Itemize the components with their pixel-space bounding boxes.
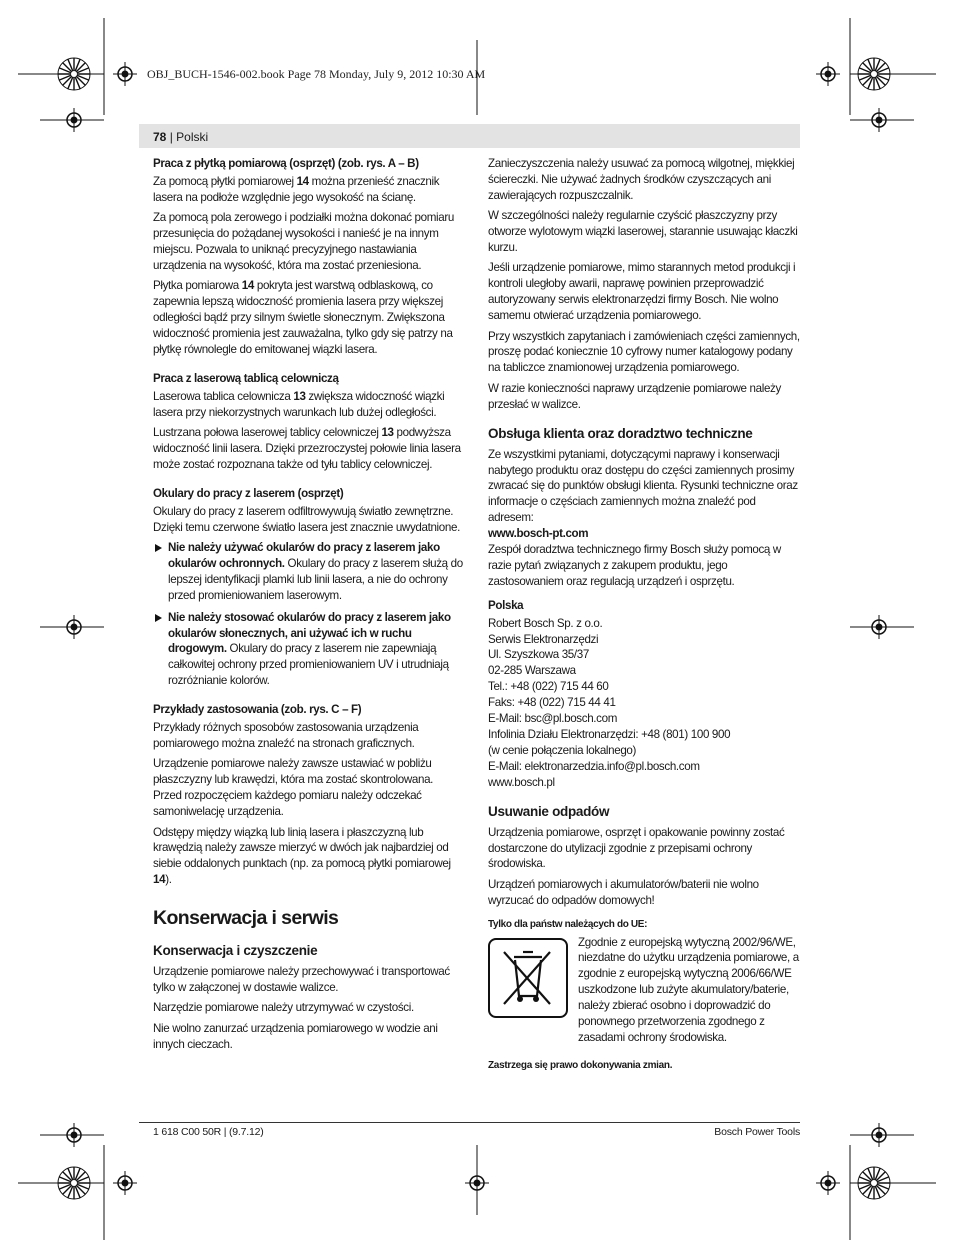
crosshair-target-icon — [867, 615, 891, 639]
sunburst-mark-icon — [857, 1166, 891, 1200]
paragraph: Przykłady różnych sposobów zastosowania urządzenia pomiarowego można znaleźć na stronach graficznych. — [153, 721, 419, 750]
crosshair-target-icon — [465, 1171, 489, 1195]
subchapter-heading: Konserwacja i czyszczenie — [153, 943, 318, 959]
paragraph: Za pomocą pola zerowego i podziałki można dokonać pomiaru przesunięcia do pożądanej wysokości i nanieść je na innym miejscu. Pozwala to uniknąć precyzyjnego nastawiania urządzenia na wysokość, która ma zostać przeniesiona. — [153, 211, 454, 272]
page-header-bar — [139, 124, 800, 148]
crosshair-target-icon — [62, 1123, 86, 1147]
crosshair-target-icon — [113, 1171, 137, 1195]
subchapter-heading: Obsługa klienta oraz doradztwo techniczne — [488, 425, 753, 441]
address-line: Robert Bosch Sp. z o.o. — [488, 616, 603, 630]
section-title: Praca z płytką pomiarową (osprzęt) (zob. rys. A – B) — [153, 157, 419, 170]
hotline-line: Infolinia Działu Elektronarzędzi: +48 (801) 100 900 — [488, 728, 731, 741]
paragraph: Okulary do pracy z laserem odfiltrowywują światło zewnętrzne. Dzięki temu czerwone światło lasera jest znacznie uwydatnione. — [153, 504, 460, 534]
paragraph: Nie wolno zanurzać urządzenia pomiarowego w wodzie ani innych cieczach. — [153, 1021, 438, 1051]
section-title: Przykłady zastosowania (zob. rys. C – F) — [153, 703, 362, 717]
crosshair-target-icon — [816, 1171, 840, 1195]
phone-line: Tel.: +48 (022) 715 44 60 — [488, 680, 609, 694]
website-line: www.bosch.pl — [488, 775, 555, 789]
header-language: Polski — [176, 130, 209, 144]
fax-line: Faks: +48 (022) 715 44 41 — [488, 696, 616, 710]
address-line: 02-285 Warszawa — [488, 664, 576, 678]
triangle-bullet-icon — [155, 544, 162, 552]
paragraph: Jeśli urządzenie pomiarowe, mimo starannych metod produkcji i kontroli uległoby awarii, naprawę powinien przeprowadzić autoryzowany serwis elektronarzędzi firmy Bosch. Nie wolno samemu otwierać urządzenia pomiarowego. — [488, 261, 796, 323]
weee-text: Zgodnie z europejską wytyczną 2002/96/WE, niezdatne do użytku urządzenia pomiarowe, a zgodnie z europejską wytyczną 2006/66/WE uszkodzone lub zużyte akumulatory/baterie, należy zbierać osobno i doprowadzić do ponownego przetworzenia zgodnego z zasadami ochrony środowiska. — [578, 935, 799, 1044]
warning-bullet: Nie należy używać okularów do pracy z laserem jako okularów ochronnych. Okulary do pracy z laserem służą do lepszej identyfikacji plamki lub linii lasera, a nie do ochrony przed promieniowaniem laserowym. — [153, 540, 463, 604]
paragraph: Odstępy między wiązką lub linią lasera i płaszczyzną lub krawędzią należy zawsze mierzyć w dwóch jak najbardziej od siebie oddalonych punktach (np. za pomocą płytki pomiarowej 14). — [153, 825, 451, 887]
footer-doc-code: 1 618 C00 50R | (9.7.12) — [153, 1126, 264, 1138]
paragraph: Zanieczyszczenia należy usuwać za pomocą wilgotnej, miękkiej ściereczki. Nie używać żadnych środków czyszczących ani zawierających rozpuszczalnik. — [488, 157, 795, 202]
address-block — [488, 616, 800, 791]
crosshair-target-icon — [867, 1123, 891, 1147]
page-number: 78 — [153, 130, 167, 144]
sunburst-mark-icon — [57, 1166, 91, 1200]
footer-divider — [139, 1122, 800, 1123]
crosshair-target-icon — [867, 108, 891, 132]
paragraph: Urządzeń pomiarowych i akumulatorów/baterii nie wolno wyrzucać do odpadów domowych! — [488, 877, 759, 907]
warning-bullet: Nie należy stosować okularów do pracy z laserem jako okularów słonecznych, ani używać ich w ruchu drogowym. Okulary do pracy z laserem nie zapewniają całkowitej ochrony przed promieniowaniem UV i utrudniają rozróżnianie kolorów. — [153, 610, 463, 690]
paragraph: Lustrzana połowa laserowej tablicy celowniczej 13 podwyższa widoczność linii lasera. Dzięki przezroczystej połowie linia lasera może zostać rozpoznana także od tyłu tablicy celowniczej. — [153, 426, 461, 471]
chapter-heading: Konserwacja i serwis — [153, 907, 339, 930]
paragraph: Przy wszystkich zapytaniach i zamówieniach części zamiennych, proszę podać koniecznie 10 cyfrowy numer katalogowy podany na tabliczce znamionowej urządzenia pomiarowego. — [488, 329, 800, 375]
page-header — [153, 130, 208, 144]
header-separator: | — [166, 130, 177, 144]
sunburst-mark-icon — [857, 57, 891, 91]
crosshair-target-icon — [62, 615, 86, 639]
email-line: E-Mail: elektronarzedzia.info@pl.bosch.com — [488, 759, 700, 773]
triangle-bullet-icon — [155, 614, 162, 622]
print-slug: OBJ_BUCH-1546-002.book Page 78 Monday, July 9, 2012 10:30 AM — [147, 67, 486, 81]
weee-block — [488, 935, 800, 1046]
crosshair-target-icon — [816, 62, 840, 86]
paragraph: Urządzenie pomiarowe należy przechowywać i transportować tylko w załączonej w dostawie walizce. — [153, 965, 450, 995]
email-line: E-Mail: bsc@pl.bosch.com — [488, 712, 618, 726]
section-title: Okulary do pracy z laserem (osprzęt) — [153, 486, 344, 500]
paragraph: Zespół doradztwa technicznego firmy Bosch służy pomocą w razie pytań związanych z zakupem produktu, jego zastosowaniem oraz regulacją urządzeń i osprzętu. — [488, 543, 781, 588]
left-column — [153, 156, 463, 1057]
hotline-note: (w cenie połączenia lokalnego) — [488, 743, 637, 757]
eu-heading: Tylko dla państw należących do UE: — [488, 918, 648, 930]
paragraph: W razie konieczności naprawy urządzenie pomiarowe należy przesłać w walizce. — [488, 381, 781, 411]
crossed-out-wheelie-bin-icon — [488, 938, 568, 1018]
subchapter-heading: Usuwanie odpadów — [488, 803, 610, 819]
crosshair-target-icon — [113, 62, 137, 86]
paragraph: Urządzenia pomiarowe, osprzęt i opakowanie powinny zostać dostarczone do utylizacji zgodnie z przepisami ochrony środowiska. — [488, 825, 785, 871]
paragraph: Urządzenie pomiarowe należy zawsze ustawiać w pobliżu płaszczyzny lub krawędzi, która ma zostać skontrolowana. Przed rozpoczęciem każdego pomiaru należy odczekać samoniwelację urządzenia. — [153, 757, 434, 819]
paragraph: W szczególności należy regularnie czyścić płaszczyzny przy otworze wylotowym wiązki laserowej, starannie usuwając kłaczki kurzu. — [488, 209, 798, 255]
right-column — [488, 156, 800, 1074]
reserved-notice: Zastrzega się prawo dokonywania zmian. — [488, 1059, 673, 1071]
paragraph: Płytka pomiarowa 14 pokryta jest warstwą odblaskową, co zapewnia lepszą widoczność promienia lasera przy większej odległości bądź przy silnym świetle słonecznym. Zwiększona widoczność promienia jest zauważalna, tylko gdy się patrzy na płytkę równolegle do emitowanej wiązki lasera. — [153, 279, 453, 356]
crosshair-target-icon — [62, 108, 86, 132]
paragraph: Ze wszystkimi pytaniami, dotyczącymi naprawy i konserwacji nabytego produktu oraz dostępu do części zamiennych prosimy zwracać się do punktów obsługi klienta. Rysunki techniczne oraz informacje o częściach zamiennych można znaleźć pod adresem: — [488, 447, 798, 525]
sunburst-mark-icon — [57, 57, 91, 91]
paragraph: Laserowa tablica celownicza 13 zwiększa widoczność wiązki lasera przy niekorzystnych warunkach lub dużej odległości. — [153, 389, 445, 419]
paragraph: Za pomocą płytki pomiarowej 14 można przenieść znacznik lasera na podłoże względnie jego wysokość na ścianę. — [153, 174, 440, 204]
paragraph: Narzędzie pomiarowe należy utrzymywać w czystości. — [153, 1001, 414, 1015]
address-line: Ul. Szyszkowa 35/37 — [488, 648, 589, 662]
country-heading: Polska — [488, 598, 524, 612]
footer-brand: Bosch Power Tools — [714, 1126, 800, 1138]
website-link[interactable]: www.bosch-pt.com — [488, 527, 589, 541]
section-title: Praca z laserową tablicą celowniczą — [153, 371, 339, 385]
address-line: Serwis Elektronarzędzi — [488, 632, 599, 646]
